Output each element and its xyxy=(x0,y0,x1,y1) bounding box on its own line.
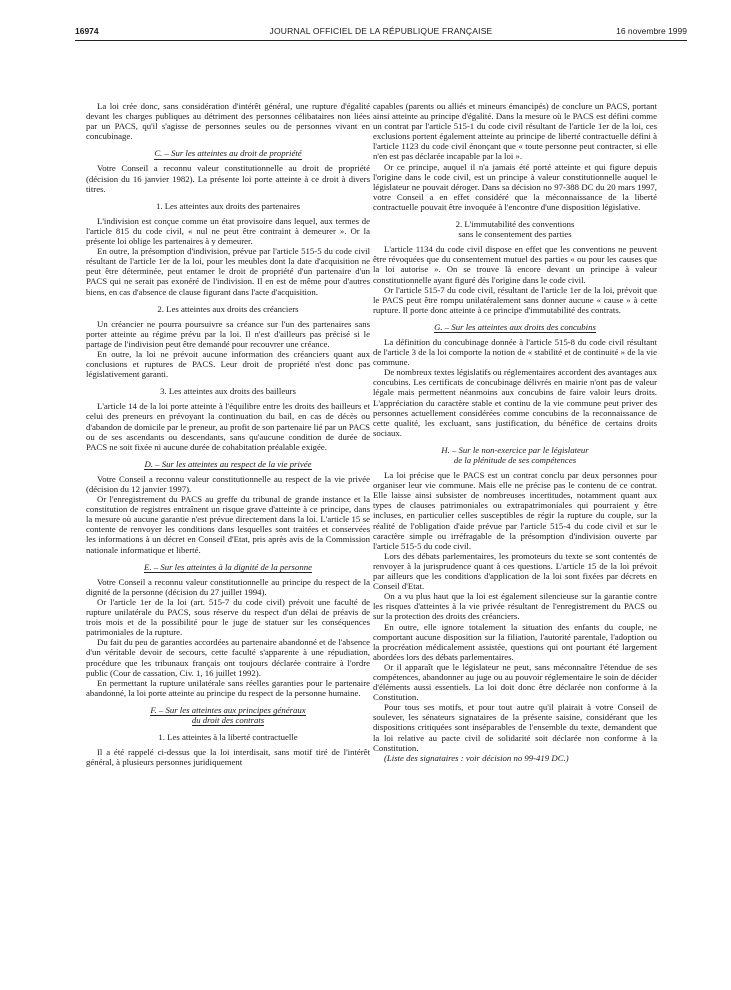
body-paragraph: Votre Conseil a reconnu valeur constitutionnelle au respect de la vie privée (décision du 12 janvier 1997). xyxy=(86,473,370,494)
section-heading: 2. L'immutabilité des conventions sans le consentement des parties xyxy=(455,219,575,240)
section-heading: 2. Les atteintes aux droits des créanciers xyxy=(157,303,299,314)
body-paragraph: Il a été rappelé ci-dessus que la loi interdisait, sans motif tiré de l'intérêt général, à plusieurs personnes juridiquement xyxy=(86,747,370,768)
body-paragraph: En outre, elle ignore totalement la situation des enfants du couple, ne comportant aucune disposition sur la filiation, l'autorité parentale, l'adoption ou la procréation médicalement assistée, questions qui ont pourtant été largement abordées lors des débats parlementaires. xyxy=(373,621,657,662)
body-paragraph: Or ce principe, auquel il n'a jamais été porté atteinte et qui figure depuis l'origine dans le code civil, est un principe à valeur constitutionnelle auquel le législateur ne pouvait déroger. Dans sa décision no 97-388 DC du 20 mars 1997, votre Conseil a en effet considéré que la méconnaissance de la liberté contractuelle pouvait être invoquée à l'encontre d'une disposition législative. xyxy=(373,161,657,212)
section-heading: F. – Sur les atteintes aux principes généraux du droit des contrats xyxy=(150,704,306,725)
body-paragraph: Or il apparaît que le législateur ne peut, sans méconnaître l'étendue de ses compétences, abandonner au juge ou au pouvoir réglementaire le soin de décider d'éléments aussi essentiels. La loi doit donc être déclarée non conforme à la Constitution. xyxy=(373,661,657,703)
body-paragraph: Lors des débats parlementaires, les promoteurs du texte se sont contentés de renvoyer à la jurisprudence quant à ces questions. L'article 15 de la loi prévoit par ailleurs que les conditions d'application de la loi sont fixées par décrets en Conseil d'Etat. xyxy=(373,550,657,592)
body-paragraph: Or l'enregistrement du PACS au greffe du tribunal de grande instance et la constitution de registres entraînent un risque grave d'atteinte à ce principe, dans la mesure où aucune garantie n'est prévue directement dans la loi. L'article 15 se contente de renvoyer les conditions dans lesquelles sont traitées et conservées les informations à un décret en Conseil d'Etat, pris après avis de la Commission nationale informatique et liberté. xyxy=(86,494,370,555)
section-heading: G. – Sur les atteintes aux droits des concubins xyxy=(434,321,596,332)
body-paragraph: La loi précise que le PACS est un contrat conclu par deux personnes pour organiser leur vie commune. Mais elle ne précise pas le contenu de ce contrat. Elle laisse ainsi subsister de nombreuses incertitudes, notamment quant aux types de clauses patrimoniales ou extrapatrimoniales qui pourraient y être incluses, en particulier celles susceptibles de régir la rupture du couple, sur la réalité de l'obligation d'aide prévue par l'article 515-4 du code civil et sur le caractère simple ou irréfragable de la présomption d'indivision ouverte par l'article 515-5 du code civil. xyxy=(373,470,657,551)
body-paragraph: Votre Conseil a reconnu valeur constitutionnelle au droit de propriété (décision du 16 janvier 1982). La présente loi porte atteinte à ce droit à divers titres. xyxy=(86,163,370,194)
body-paragraph: Or l'article 515-7 du code civil, résultant de l'article 1er de la loi, prévoit que le PACS peut être rompu unilatéralement sans donner aucune « cause » à cette rupture. Il porte donc atteinte à ce principe d'immutabilité des contrats. xyxy=(373,284,657,315)
section-heading: 3. Les atteintes aux droits des bailleurs xyxy=(160,386,296,397)
issue-date: 16 novembre 1999 xyxy=(616,26,687,36)
body-paragraph: En outre, la présomption d'indivision, prévue par l'article 515-5 du code civil résultant de l'article 1er de la loi, pour les meubles dont la date d'acquisition ne peut être déterminée, peut entamer le droit de propriété d'un partenaire d'un PACS qui ne serait pas exonéré de l'indivision. Il en est de même pour d'autres biens, en cas d'absence de clause figurant dans l'acte d'acquisition. xyxy=(86,246,370,297)
section-heading: D. – Sur les atteintes au respect de la vie privée xyxy=(144,458,312,469)
body-paragraph: capables (parents ou alliés et mineurs émancipés) de conclure un PACS, portant ainsi atteinte au principe d'égalité. Dans la mesure où le PACS est défini comme un contrat par l'article 515-1 du code civil résultant de l'article 1er de la loi, ces exclusions portent également atteinte au principe de liberté contractuelle défini à l'article 1123 du code civil énonçant que « toute personne peut contracter, si elle n'en est pas déclarée incapable par la loi ». xyxy=(373,101,657,162)
section-heading: 1. Les atteintes à la liberté contractuelle xyxy=(158,732,298,743)
body-paragraph: Pour tous ses motifs, et pour tout autre qu'il plairait à votre Conseil de soulever, les sénateurs signataires de la présente saisine, considérant que les dispositions critiquées sont inséparables de l'ensemble du texte, demandent que la loi relative au pacte civil de solidarité soit déclarée non conforme à la Constitution. xyxy=(373,702,657,753)
body-paragraph: L'article 14 de la loi porte atteinte à l'équilibre entre les droits des bailleurs et celui des preneurs en prévoyant la continuation du bail, en cas de décès ou d'abandon de domicile par le preneur, au profit de son partenaire lié par un PACS ou de ses ascendants ou descendants, sans qu'aucune condition de durée de PACS ne soit fixée ni aucune durée de cohabitation préalable exigée. xyxy=(86,401,370,452)
body-paragraph: La loi crée donc, sans considération d'intérêt général, une rupture d'égalité devant les charges publiques au détriment des personnes célibataires non liées par un PACS, qu'il s'agisse de personnes seules ou de personnes vivant en concubinage. xyxy=(86,101,370,142)
right-column xyxy=(373,101,657,763)
body-paragraph: L'indivision est conçue comme un état provisoire dans lequel, aux termes de l'article 815 du code civil, « nul ne peut être contraint à demeurer ». Or la présente loi oblige les partenaires à y demeurer. xyxy=(86,215,370,247)
left-column xyxy=(86,101,370,767)
body-paragraph: En permettant la rupture unilatérale sans réelles garanties pour le partenaire abandonné, la loi porte atteinte au principe du respect de la personne humaine. xyxy=(86,677,370,698)
page-number: 16974 xyxy=(75,26,99,36)
body-paragraph: De nombreux textes législatifs ou réglementaires accordent des avantages aux concubins. Les certificats de concubinage délivrés en mairie n'ont pas de valeur légale mais permettent néanmoins aux concubins de faire valoir leurs droits. L'appréciation du caractère stable et continu de la vie commune peut priver des personnes actuellement considérées comme concubins de la reconnaissance de cette qualité, les excluant, sans justification, du bénéfice de certains droits sociaux. xyxy=(373,367,657,438)
journal-title: JOURNAL OFFICIEL DE LA RÉPUBLIQUE FRANÇAISE xyxy=(269,26,493,36)
body-paragraph: Un créancier ne pourra poursuivre sa créance sur l'un des partenaires sans porter atteinte au régime prévu par la loi. Il n'est d'ailleurs pas précisé si le partage de l'indivision peut être demandé pour recouvrer une créance. xyxy=(86,318,370,349)
body-paragraph: Votre Conseil a reconnu valeur constitutionnelle au principe du respect de la dignité de la personne (décision du 27 juillet 1994). xyxy=(86,576,370,597)
body-paragraph: La définition du concubinage donnée à l'article 515-8 du code civil résultant de l'article 3 de la loi comporte la notion de « stabilité et de continuité » de la vie commune. xyxy=(373,336,657,368)
body-paragraph: On a vu plus haut que la loi est également silencieuse sur la garantie contre les risques d'atteintes à la vie privée résultant de l'enregistrement du PACS ou sur la protection des droits des créanciers. xyxy=(373,591,657,622)
body-paragraph: En outre, la loi ne prévoit aucune information des créanciers quant aux conclusions et ruptures de PACS. Leur droit de propriété n'est donc pas législativement garanti. xyxy=(86,348,370,380)
signatories-note: (Liste des signataires : voir décision no 99-419 DC.) xyxy=(384,752,569,763)
section-heading: E. – Sur les atteintes à la dignité de la personne xyxy=(144,561,312,572)
section-heading: 1. Les atteintes aux droits des partenaires xyxy=(155,200,301,211)
body-paragraph: L'article 1134 du code civil dispose en effet que les conventions ne peuvent être révoquées que du consentement mutuel des parties « ou pour les causes que la loi autorise ». On se trouve là encore devant un principe à valeur constitutionnelle ayant figuré dès l'origine dans le code civil. xyxy=(373,244,657,285)
body-paragraph: Du fait du peu de garanties accordées au partenaire abandonné et de l'absence d'un véritable devoir de secours, cette faculté s'apparente à une répudiation, procédure que les tribunaux français ont toujours déclarée contraire à l'ordre public (Cour de cassation, Civ. 1, 16 juillet 1992). xyxy=(86,637,370,678)
body-paragraph: Or l'article 1er de la loi (art. 515-7 du code civil) prévoit une faculté de rupture unilatérale du PACS, sous réserve du respect d'un délai de préavis de trois mois et de la possibilité pour le juge de statuer sur les conséquences patrimoniales de la rupture. xyxy=(86,596,370,638)
header-rule xyxy=(75,40,687,41)
section-heading: H. – Sur le non-exercice par le législateur de la plénitude de ses compétences xyxy=(441,444,589,465)
section-heading: C. – Sur les atteintes au droit de propriété xyxy=(154,148,302,159)
page-header xyxy=(75,26,687,40)
